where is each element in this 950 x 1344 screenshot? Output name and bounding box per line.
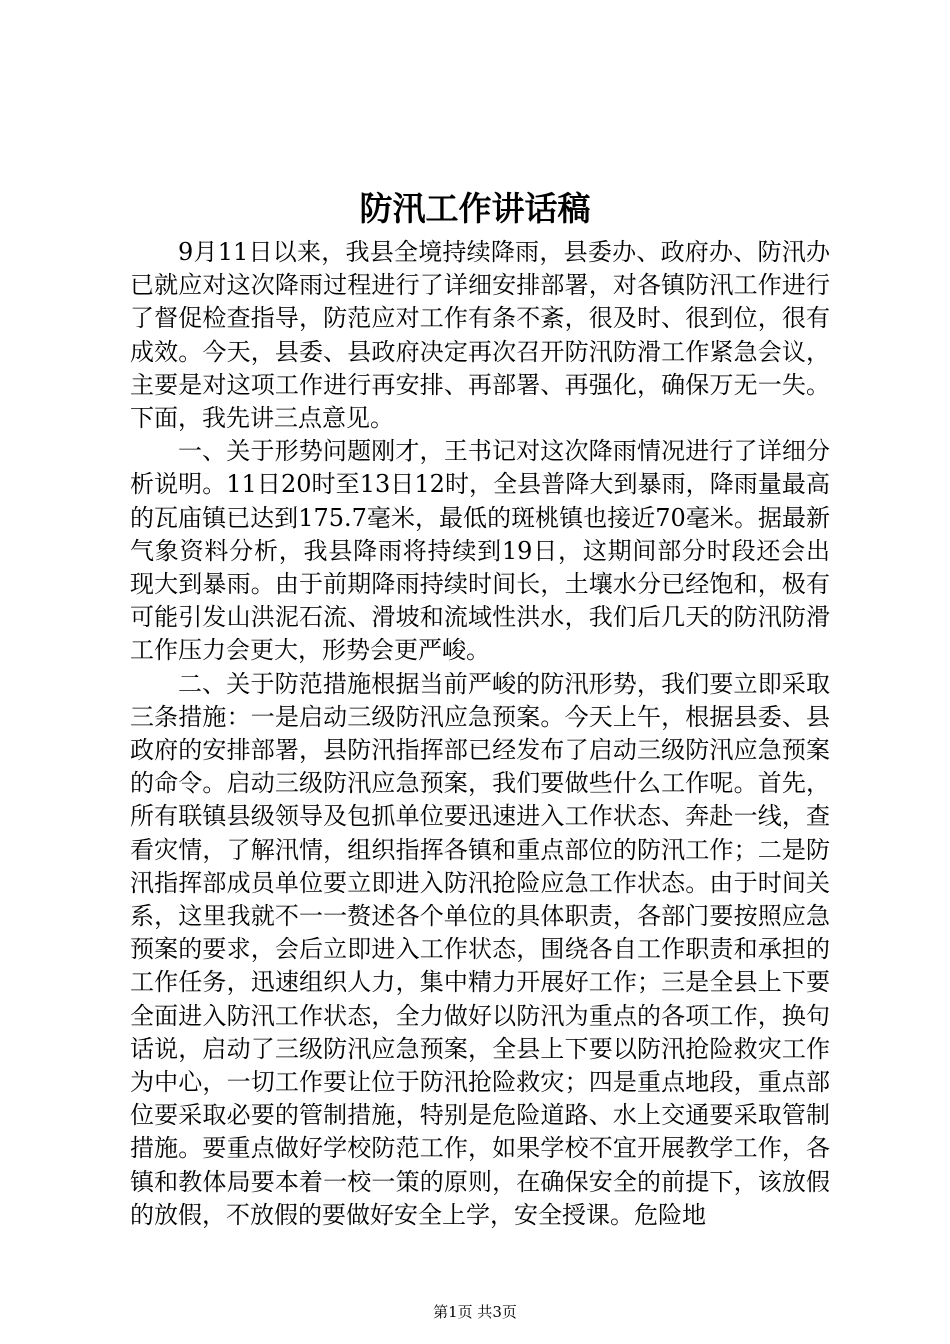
paragraph-intro: 9月11日以来，我县全境持续降雨，县委办、政府办、防汛办已就应对这次降雨过程进行了详细安排部署，对各镇防汛工作进行了督促检查指导，防范应对工作有条不紊，很及时、很到位，很有成效。今天，县委、县政府决定再次召开防汛防滑工作紧急会议，主要是对这项工作进行再安排、再部署、再强化，确保万无一失。下面，我先讲三点意见。 bbox=[130, 238, 830, 433]
document-body bbox=[130, 236, 830, 1232]
paragraph-measures: 二、关于防范措施根据当前严峻的防汛形势，我们要立即采取三条措施：一是启动三级防汛应急预案。今天上午，根据县委、县政府的安排部署，县防汛指挥部已经发布了启动三级防汛应急预案的命令。启动三级防汛应急预案，我们要做些什么工作呢。首先，所有联镇县级领导及包抓单位要迅速进入工作状态、奔赴一线，查看灾情，了解汛情，组织指挥各镇和重点部位的防汛工作；二是防汛指挥部成员单位要立即进入防汛抢险应急工作状态。由于时间关系，这里我就不一一赘述各个单位的具体职责，各部门要按照应急预案的要求，会后立即进入工作状态，围绕各自工作职责和承担的工作任务，迅速组织人力，集中精力开展好工作；三是全县上下要全面进入防汛工作状态，全力做好以防汛为重点的各项工作，换句话说，启动了三级防汛应急预案，全县上下要以防汛抢险救灾工作为中心，一切工作要让位于防汛抢险救灾；四是重点地段，重点部位要采取必要的管制措施，特别是危险道路、水上交通要采取管制措施。要重点做好学校防范工作，如果学校不宜开展教学工作，各镇和教体局要本着一校一策的原则，在确保安全的前提下，该放假的放假，不放假的要做好安全上学，安全授课。危险地 bbox=[130, 669, 830, 1229]
page-footer: 第1页 共3页 bbox=[433, 1303, 517, 1321]
paragraph-situation: 一、关于形势问题刚才，王书记对这次降雨情况进行了详细分析说明。11日20时至13日12时，全县普降大到暴雨，降雨量最高的瓦庙镇已达到175.7毫米，最低的斑桃镇也接近70毫米。据最新气象资料分析，我县降雨将持续到19日，这期间部分时段还会出现大到暴雨。由于前期降雨持续时间长，土壤水分已经饱和，极有可能引发山洪泥石流、滑坡和流域性洪水，我们后几天的防汛防滑工作压力会更大，形势会更严峻。 bbox=[130, 437, 830, 665]
document-title: 防汛工作讲话稿 bbox=[359, 189, 591, 228]
